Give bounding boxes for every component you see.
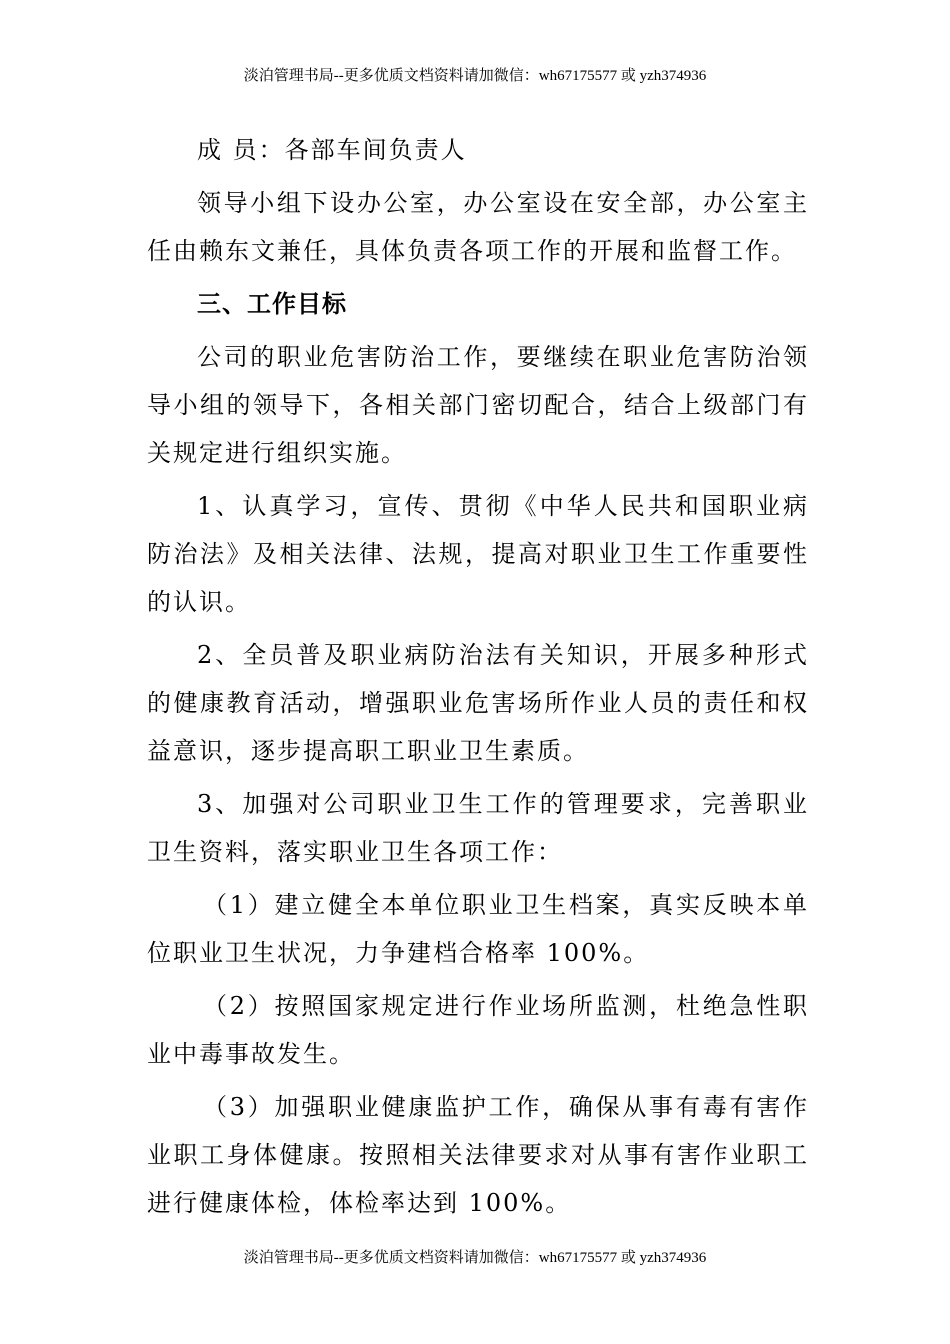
members-paragraph: 成 员：各部车间负责人 (197, 136, 467, 164)
office-paragraph: 领导小组下设办公室，办公室设在安全部，办公室主任由赖东文兼任，具体负责各项工作的开展和监督工作。 (147, 189, 809, 265)
sub-item-2: （2）按照国家规定进行作业场所监测，杜绝急性职业中毒事故发生。 (147, 992, 809, 1068)
intro-paragraph: 公司的职业危害防治工作，要继续在职业危害防治领导小组的领导下，各相关部门密切配合，结合上级部门有关规定进行组织实施。 (147, 343, 809, 467)
goal-item-2: 2、全员普及职业病防治法有关知识，开展多种形式的健康教育活动，增强职业危害场所作业人员的责任和权益意识，逐步提高职工职业卫生素质。 (147, 641, 809, 765)
page-footer: 淡泊管理书局--更多优质文档资料请加微信：wh67175577 或 yzh374936 (243, 1250, 707, 1266)
page-header: 淡泊管理书局--更多优质文档资料请加微信：wh67175577 或 yzh374936 (243, 68, 707, 84)
document-body (147, 126, 809, 1232)
sub-item-3: （3）加强职业健康监护工作，确保从事有毒有害作业职工身体健康。按照相关法律要求对从事有害作业职工进行健康体检，体检率达到 100%。 (147, 1093, 809, 1217)
section-heading: 三、工作目标 (197, 290, 347, 318)
sub-item-1: （1）建立健全本单位职业卫生档案，真实反映本单位职业卫生状况，力争建档合格率 100%。 (147, 891, 809, 967)
goal-item-3: 3、加强对公司职业卫生工作的管理要求，完善职业卫生资料，落实职业卫生各项工作： (147, 790, 809, 866)
goal-item-1: 1、认真学习，宣传、贯彻《中华人民共和国职业病防治法》及相关法律、法规，提高对职业卫生工作重要性的认识。 (147, 492, 809, 616)
